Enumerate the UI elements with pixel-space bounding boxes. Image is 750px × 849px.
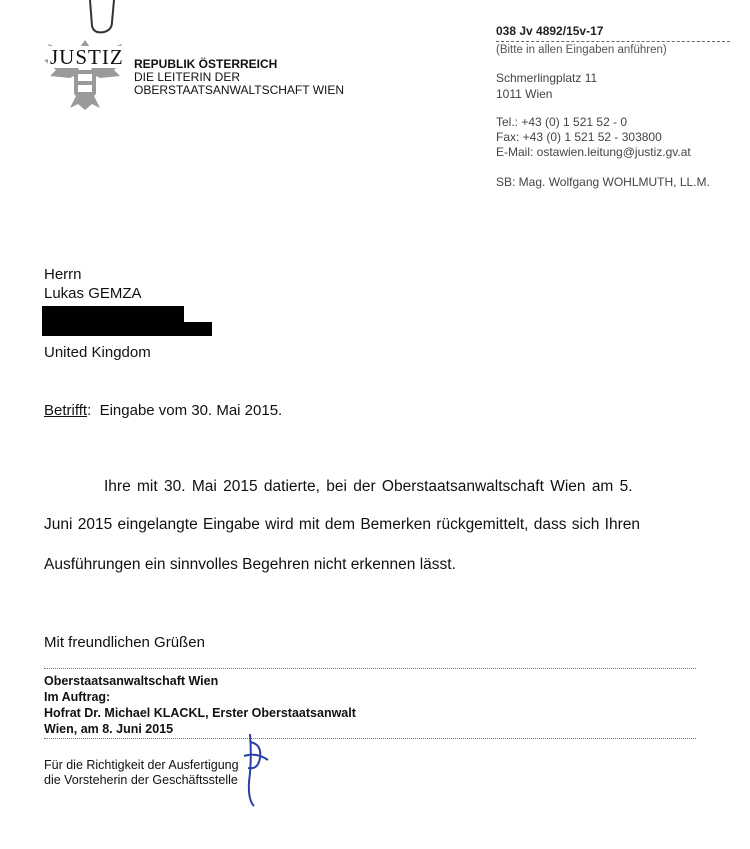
logo-wordmark: JUSTIZ <box>50 45 124 69</box>
subject-line: Betrifft: Eingabe vom 30. Mai 2015. <box>44 402 283 419</box>
sender-line-1: REPUBLIK ÖSTERREICH <box>134 57 278 71</box>
reference-divider <box>496 41 730 42</box>
signature-divider-bottom <box>44 738 696 739</box>
subject-label: Betrifft <box>44 402 88 419</box>
sender-line-3: OBERSTAATSANWALTSCHAFT WIEN <box>134 83 345 97</box>
paper-clip <box>82 0 122 40</box>
recipient-name: Lukas GEMZA <box>44 285 142 302</box>
fax-number: Fax: +43 (0) 1 521 52 - 303800 <box>496 130 662 144</box>
handwritten-signature <box>236 730 276 810</box>
phone-number: Tel.: +43 (0) 1 521 52 - 0 <box>496 115 628 129</box>
address-city: 1011 Wien <box>496 87 553 101</box>
body-line-1: Ihre mit 30. Mai 2015 datierte, bei der Oberstaatsanwaltschaft Wien am 5. <box>104 478 633 495</box>
certification-line-2: die Vorsteherin der Geschäftsstelle <box>44 773 238 787</box>
justiz-logo <box>40 36 130 112</box>
signature-on-behalf: Im Auftrag: <box>44 690 111 704</box>
signature-office: Oberstaatsanwaltschaft Wien <box>44 674 219 688</box>
recipient-salutation: Herrn <box>44 266 82 283</box>
signature-divider-top <box>44 668 696 669</box>
body-line-2: Juni 2015 eingelangte Eingabe wird mit dem Bemerken rückgemittelt, dass sich Ihren <box>44 516 641 533</box>
address-street: Schmerlingplatz 11 <box>496 71 598 85</box>
signature-place-date: Wien, am 8. Juni 2015 <box>44 722 174 736</box>
redaction-bar <box>42 306 184 322</box>
body-line-3: Ausführungen ein sinnvolles Begehren nicht erkennen lässt. <box>44 556 456 573</box>
reference-number: 038 Jv 4892/15v-17 <box>496 24 604 38</box>
recipient-country: United Kingdom <box>44 344 151 361</box>
signature-signer: Hofrat Dr. Michael KLACKL, Erster Oberstaatsanwalt <box>44 706 356 720</box>
closing-greeting: Mit freundlichen Grüßen <box>44 634 205 651</box>
redaction-bar <box>42 322 212 336</box>
reference-note: (Bitte in allen Eingaben anführen) <box>496 44 667 56</box>
subject-text: Eingabe vom 30. Mai 2015. <box>99 402 283 419</box>
sender-line-2: DIE LEITERIN DER <box>134 70 241 84</box>
email-address: E-Mail: ostawien.leitung@justiz.gv.at <box>496 145 691 159</box>
clerk-in-charge: SB: Mag. Wolfgang WOHLMUTH, LL.M. <box>496 175 710 189</box>
certification-line-1: Für die Richtigkeit der Ausfertigung <box>44 758 239 772</box>
